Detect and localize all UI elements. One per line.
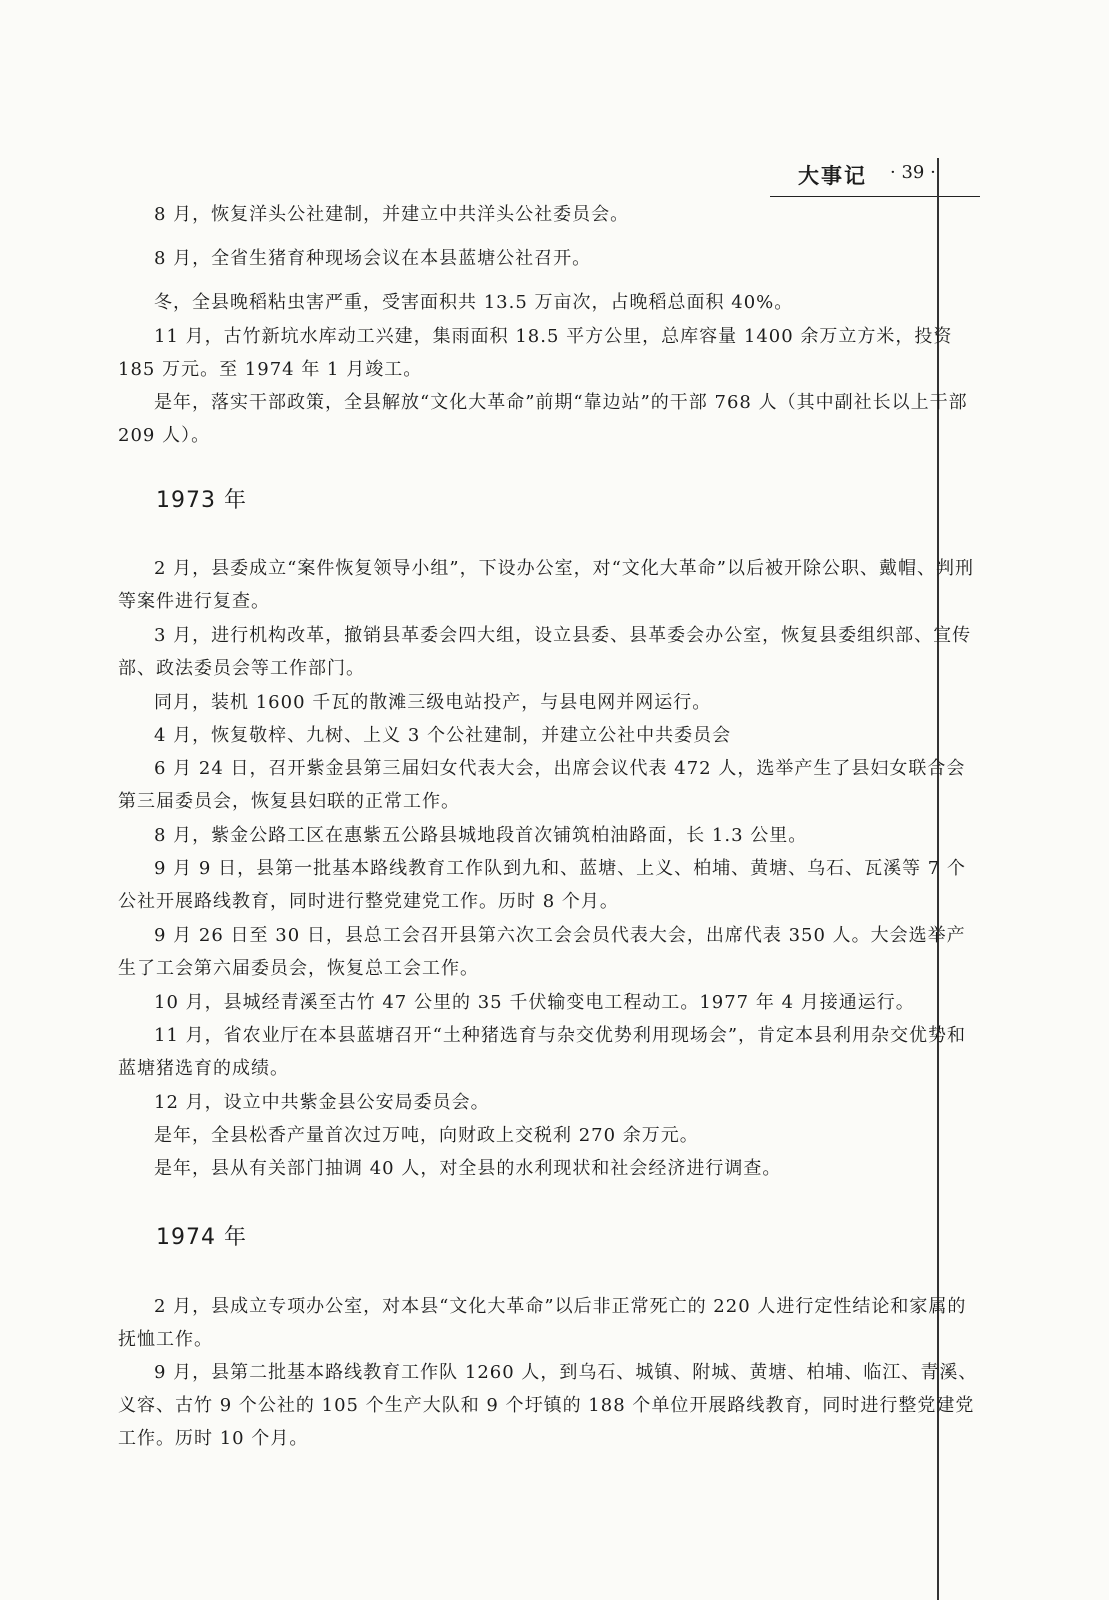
- entry-paragraph: 3 月，进行机构改革，撤销县革委会四大组，设立县委、县革委会办公室，恢复县委组织部、宣传部、政法委员会等工作部门。: [118, 625, 972, 679]
- entry-paragraph: 冬，全县晚稻粘虫害严重，受害面积共 13.5 万亩次，占晚稻总面积 40%。: [154, 292, 794, 313]
- entry-paragraph: 12 月，设立中共紫金县公安局委员会。: [154, 1092, 490, 1113]
- entry-paragraph: 9 月 26 日至 30 日，县总工会召开县第六次工会会员代表大会，出席代表 350 人。大会选举产生了工会第六届委员会，恢复总工会工作。: [118, 925, 966, 979]
- year-heading-1974: 1974 年: [156, 1225, 247, 1250]
- entry-paragraph: 是年，县从有关部门抽调 40 人，对全县的水利现状和社会经济进行调查。: [154, 1158, 782, 1179]
- entry-paragraph: 6 月 24 日，召开紫金县第三届妇女代表大会，出席会议代表 472 人，选举产生了县妇女联合会第三届委员会，恢复县妇联的正常工作。: [118, 758, 966, 812]
- entry-paragraph: 2 月，县委成立“案件恢复领导小组”，下设办公室，对“文化大革命”以后被开除公职、戴帽、判刑等案件进行复查。: [118, 558, 974, 612]
- entry-paragraph: 11 月，古竹新坑水库动工兴建，集雨面积 18.5 平方公里，总库容量 1400 余万立方米，投资 185 万元。至 1974 年 1 月竣工。: [118, 326, 953, 380]
- chapter-title: 大事记: [798, 164, 867, 188]
- page-number: · 39 ·: [890, 162, 936, 183]
- entry-paragraph: 同月，装机 1600 千瓦的散滩三级电站投产，与县电网并网运行。: [154, 692, 712, 713]
- entry-paragraph: 11 月，省农业厅在本县蓝塘召开“土种猪选育与杂交优势利用现场会”，肯定本县利用杂交优势和蓝塘猪选育的成绩。: [118, 1025, 967, 1079]
- entry-paragraph: 10 月，县城经青溪至古竹 47 公里的 35 千伏输变电工程动工。1977 年 4 月接通运行。: [154, 992, 915, 1013]
- year-heading-1973: 1973 年: [156, 488, 247, 513]
- page-header: [770, 150, 980, 197]
- entry-paragraph: 是年，全县松香产量首次过万吨，向财政上交税利 270 余万元。: [154, 1125, 699, 1146]
- entry-paragraph: 8 月，恢复洋头公社建制，并建立中共洋头公社委员会。: [154, 204, 630, 225]
- entry-paragraph: 是年，落实干部政策，全县解放“文化大革命”前期“靠边站”的干部 768 人（其中副社长以上干部 209 人）。: [118, 392, 968, 446]
- entry-paragraph: 8 月，紫金公路工区在惠紫五公路县城地段首次铺筑柏油路面，长 1.3 公里。: [154, 825, 808, 846]
- entry-paragraph: 4 月，恢复敬梓、九树、上义 3 个公社建制，并建立公社中共委员会: [154, 725, 732, 746]
- entry-paragraph: 2 月，县成立专项办公室，对本县“文化大革命”以后非正常死亡的 220 人进行定性结论和家属的抚恤工作。: [118, 1296, 967, 1350]
- entry-paragraph: 8 月，全省生猪育种现场会议在本县蓝塘公社召开。: [154, 248, 592, 269]
- entry-paragraph: 9 月，县第二批基本路线教育工作队 1260 人，到乌石、城镇、附城、黄塘、柏埔、临江、青溪、义容、古竹 9 个公社的 105 个生产大队和 9 个圩镇的 188 个单位开展路线教育，同时进行整党建党工作。历时 10 个月。: [118, 1362, 978, 1449]
- entry-paragraph: 9 月 9 日，县第一批基本路线教育工作队到九和、蓝塘、上义、柏埔、黄塘、乌石、瓦溪等 7 个公社开展路线教育，同时进行整党建党工作。历时 8 个月。: [118, 858, 966, 912]
